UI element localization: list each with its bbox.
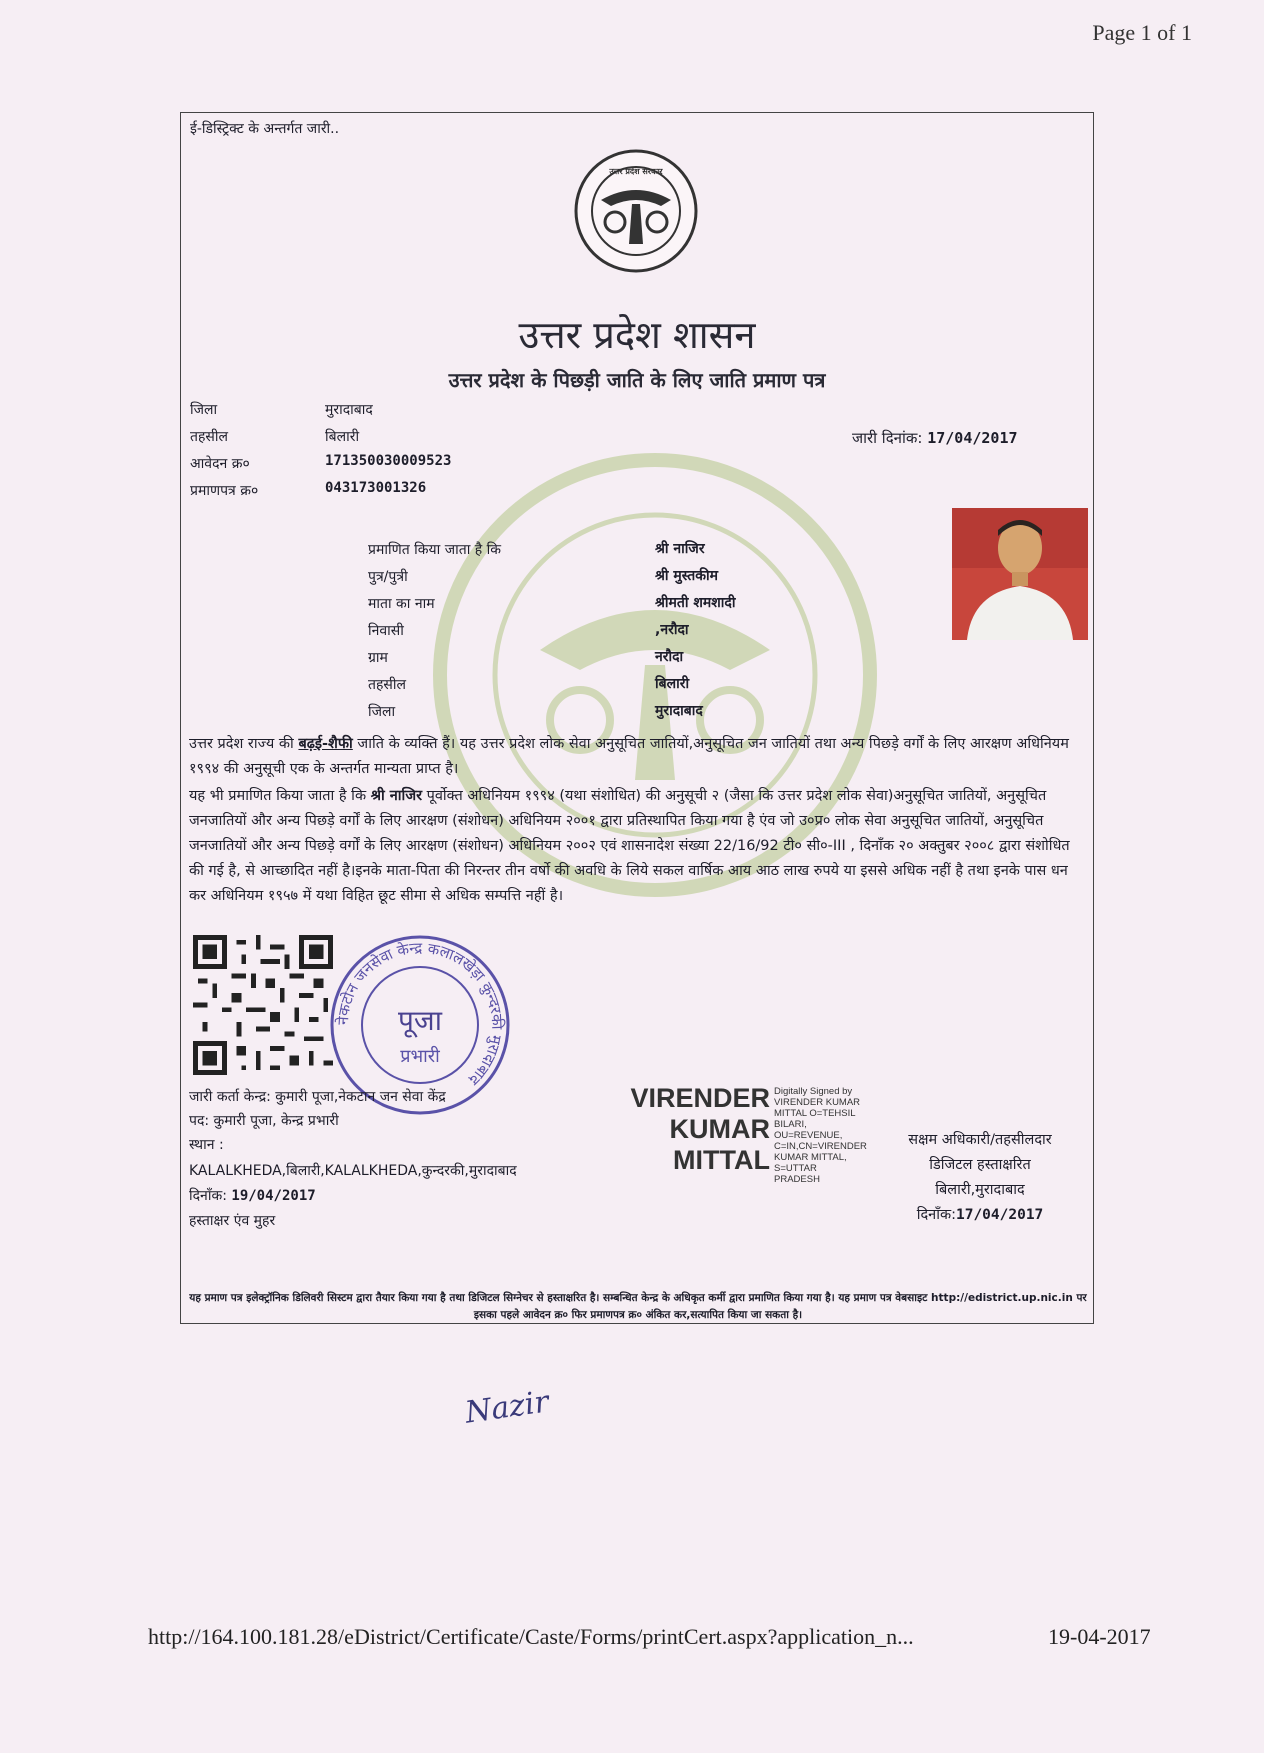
print-date: 19-04-2017	[1048, 1624, 1151, 1649]
stamp-signature: पूजा	[398, 1004, 442, 1037]
issuer-signature-label: हस्ताक्षर एंव मुहर	[189, 1213, 276, 1229]
person-value-tehsil: बिलारी	[655, 676, 690, 692]
issuer-place: KALALKHEDA,बिलारी,KALALKHEDA,कुन्दरकी,मुरादाबाद	[189, 1163, 517, 1179]
digital-signature-name: VIRENDER KUMAR MITTAL	[630, 1083, 770, 1175]
digital-signature-details: Digitally Signed by VIRENDER KUMAR MITTAL O=TEHSIL BILARI, OU=REVENUE, C=IN,CN=VIRENDER KUMAR MITTAL, S=UTTAR PRADESH	[774, 1086, 867, 1185]
detail-value-district: मुरादाबाद	[325, 402, 373, 418]
handwritten-name: Nazir	[462, 1384, 551, 1431]
issue-date-label: जारी दिनांक:	[852, 429, 923, 447]
authority-title: सक्षम अधिकारी/तहसीलदार	[908, 1132, 1052, 1148]
person-value-name: श्री नाजिर	[655, 541, 705, 557]
person-value-village: नरौदा	[655, 649, 684, 665]
header-note: ई-डिस्ट्रिक्ट के अन्तर्गत जारी..	[190, 121, 340, 137]
certificate-paragraph-1: उत्तर प्रदेश राज्य की बढ़ई-शैफी जाति के व्यक्ति हैं। यह उत्तर प्रदेश लोक सेवा अनुसूचित जातियों,अनुसूचित जन जातियों तथा अन्य पिछड़े वर्गों के लिए आरक्षण अधिनियम १९९४ की अनुसूची एक के अन्तर्गत मान्यता प्राप्त है।	[189, 736, 1069, 777]
person-label-son-of: पुत्र/पुत्री	[368, 569, 408, 585]
person-label-mother: माता का नाम	[368, 596, 435, 612]
applicant-name-bold: श्री नाजिर	[370, 788, 423, 804]
applicant-photo	[952, 508, 1088, 640]
person-value-mother: श्रीमती शमशादी	[655, 595, 736, 611]
person-label-district: जिला	[368, 704, 396, 720]
issuer-post: पद: कुमारी पूजा, केन्द्र प्रभारी	[189, 1113, 339, 1129]
authority-date: दिनाँक:17/04/2017	[916, 1207, 1044, 1223]
title-main: उत्तर प्रदेश शासन	[518, 313, 756, 357]
person-value-district: मुरादाबाद	[655, 703, 703, 719]
authority-place: बिलारी,मुरादाबाद	[935, 1182, 1025, 1198]
issuer-place-label: स्थान :	[189, 1137, 224, 1153]
detail-label-certificate-no: प्रमाणपत्र क्र०	[190, 483, 259, 499]
emblem-text: उत्तर प्रदेश सरकार	[609, 167, 663, 176]
issuer-date: दिनाँक: 19/04/2017	[189, 1188, 316, 1204]
person-label-tehsil: तहसील	[368, 677, 406, 693]
issuer-center: जारी कर्ता केन्द्र: कुमारी पूजा,नेकटान जन सेवा केंद्र	[189, 1089, 446, 1105]
authority-block	[880, 1128, 1080, 1228]
stamp-ring-text: नेकटोन जनसेवा केन्द्र कलालखेड़ा कुन्दरकी मुरादाबाद	[333, 938, 507, 1089]
caste-name: बढ़ई-शैफी	[298, 736, 353, 752]
person-label-village: ग्राम	[368, 650, 388, 666]
detail-label-district: जिला	[190, 402, 218, 418]
detail-value-tehsil: बिलारी	[325, 429, 360, 445]
title-sub: उत्तर प्रदेश के पिछड़ी जाति के लिए जाति प्रमाण पत्र	[448, 368, 826, 392]
print-url: http://164.100.181.28/eDistrict/Certificate/Caste/Forms/printCert.aspx?application_n...	[148, 1624, 914, 1649]
stamp-role: प्रभारी	[400, 1046, 440, 1067]
detail-label-tehsil: तहसील	[190, 429, 228, 445]
authority-digital: डिजिटल हस्ताक्षरित	[929, 1157, 1031, 1173]
person-label-resident: निवासी	[368, 623, 404, 639]
certificate-paragraph-2: यह भी प्रमाणित किया जाता है कि श्री नाजिर पूर्वोक्त अधिनियम १९९४ (यथा संशोधित) की अनुसूची २ (जैसा कि उत्तर प्रदेश लोक सेवा)अनुसूचित जातियों, अनुसूचित जनजातियों और अन्य पिछड़े वर्गों के लिए आरक्षण (संशोधन) अधिनियम २००१ द्वारा प्रतिस्थापित किया गया है एंव जो उ०प्र० लोक सेवा अनुसूचित जातियों, अनुसूचित जनजातियों और अन्य पिछड़े वर्गों के लिए आरक्षण (संशोधन) अधिनियम २००२ एवं शासनादेश संख्या 22/16/92 टी० सी०-III , दिनाँक २० अक्तुबर २००८ द्वारा संशोधित की गई है, से आच्छादित नहीं है।इनके माता-पिता की निरन्तर तीन वर्षो की अवधि के लिये सकल वार्षिक आय आठ लाख रुपये या इससे अधिक नहीं है तथा इनके पास धन कर अधिनियम १९५७ में यथा विहित छूट सीमा से अधिक सम्पत्ति नहीं है।	[189, 788, 1070, 904]
detail-value-application-no: 171350030009523	[325, 453, 452, 469]
issue-date	[852, 428, 1018, 448]
certificate-footer-note: यह प्रमाण पत्र इलेक्ट्रॉनिक डिलिवरी सिस्टम द्वारा तैयार किया गया है तथा डिजिटल सिग्नेचर से हस्ताक्षरित है। सम्बन्धित केन्द्र के अधिकृत कर्मी द्वारा प्रमाणित किया गया है। यह प्रमाण पत्र वेबसाइट http://edistrict.up.nic.in पर इसका पहले आवेदन क्र० फिर प्रमाणपत्र क्र० अंकित कर,सत्यापित किया जा सकता है।	[189, 1292, 1087, 1321]
page-number: Page 1 of 1	[1092, 20, 1192, 45]
person-label-certified: प्रमाणित किया जाता है कि	[368, 542, 502, 558]
issue-date-value: 17/04/2017	[927, 429, 1018, 447]
person-value-resident: ,नरौदा	[655, 622, 689, 638]
detail-label-application-no: आवेदन क्र०	[190, 456, 250, 472]
person-value-father: श्री मुस्तकीम	[655, 568, 718, 584]
detail-value-certificate-no: 043173001326	[325, 480, 427, 496]
qr-code-icon	[193, 935, 333, 1075]
